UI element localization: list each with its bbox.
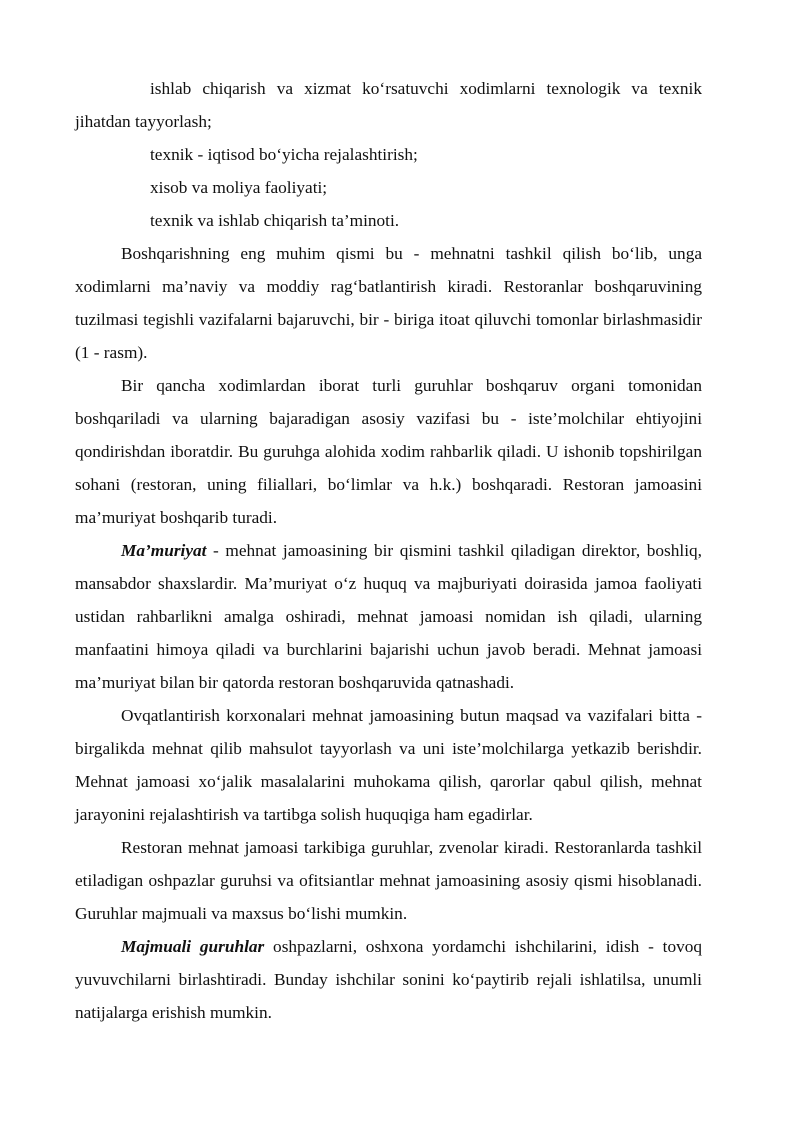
list-item: xisob va moliya faoliyati; (150, 178, 328, 197)
paragraph-text: oshpazlarni, oshxona yordamchi ishchilarini, idish - tovoq yuvuvchilarni birlashtiradi. Bunday ishchilar sonini ko‘paytirib rejali ishlatilsa, unumli natijalarga erishish mumkin. (75, 937, 703, 1022)
paragraph-text: Boshqarishning eng muhim qismi bu - mehnatni tashkil qilish bo‘lib, unga xodimlarni ma’naviy va moddiy rag‘batlantirish kiradi. Restoranlar boshqaruvining tuzilmasi tegishli vazifalarni bajaruvchi, bir - biriga itoat qiluvchi tomonlar birlashmasidir (1 - rasm). (75, 244, 702, 362)
paragraph (75, 369, 702, 534)
paragraph (75, 699, 702, 831)
list-item: texnik - iqtisod bo‘yicha rejalashtirish; (150, 145, 418, 164)
defined-term: Majmuali guruhlar (121, 937, 265, 956)
paragraph-text: - mehnat jamoasining bir qismini tashkil qiladigan direktor, boshliq, mansabdor shaxslardir. Ma’muriyat o‘z huquq va majburiyati doirasida jamoa faoliyati ustidan rahbarlikni amalga oshiradi, mehnat jamoasi nomidan ish qiladi, ularning manfaatini himoya qiladi va burchlarini bajarishi uchun javob beradi. Mehnat jamoasi ma’muriyat bilan bir qatorda restoran boshqaruvida qatnashadi. (75, 541, 702, 692)
defined-term: Ma’muriyat (121, 541, 207, 560)
paragraph (75, 237, 702, 369)
paragraph (75, 930, 702, 1029)
list-item: ishlab chiqarish va xizmat ko‘rsatuvchi xodimlarni texnologik va texnik jihatdan tayyorlash; (75, 79, 702, 131)
paragraph-text: Bir qancha xodimlardan iborat turli guruhlar boshqaruv organi tomonidan boshqariladi va ularning bajaradigan asosiy vazifasi bu - iste’molchilar ehtiyojini qondirishdan iboratdir. Bu guruhga alohida xodim rahbarlik qiladi. U ishonib topshirilgan sohani (restoran, uning filiallari, bo‘limlar va h.k.) boshqaradi. Restoran jamoasini ma’muriyat boshqarib turadi. (75, 376, 702, 527)
paragraph-text: Restoran mehnat jamoasi tarkibiga guruhlar, zvenolar kiradi. Restoranlarda tashkil etiladigan oshpazlar guruhsi va ofitsiantlar mehnat jamoasining asosiy qismi hisoblanadi. Guruhlar majmuali va maxsus bo‘lishi mumkin. (75, 838, 702, 923)
list-item: texnik va ishlab chiqarish ta’minoti. (150, 211, 400, 230)
document-body (75, 72, 702, 1029)
paragraph (75, 534, 702, 699)
paragraph-text: Ovqatlantirish korxonalari mehnat jamoasining butun maqsad va vazifalari bitta - birgalikda mehnat qilib mahsulot tayyorlash va uni iste’molchilarga yetkazib berishdir. Mehnat jamoasi xo‘jalik masalalarini muhokama qilish, qarorlar qabul qilish, mehnat jarayonini rejalashtirish va tartibga solish huquqiga ham egadirlar. (75, 706, 702, 824)
paragraph (75, 831, 702, 930)
